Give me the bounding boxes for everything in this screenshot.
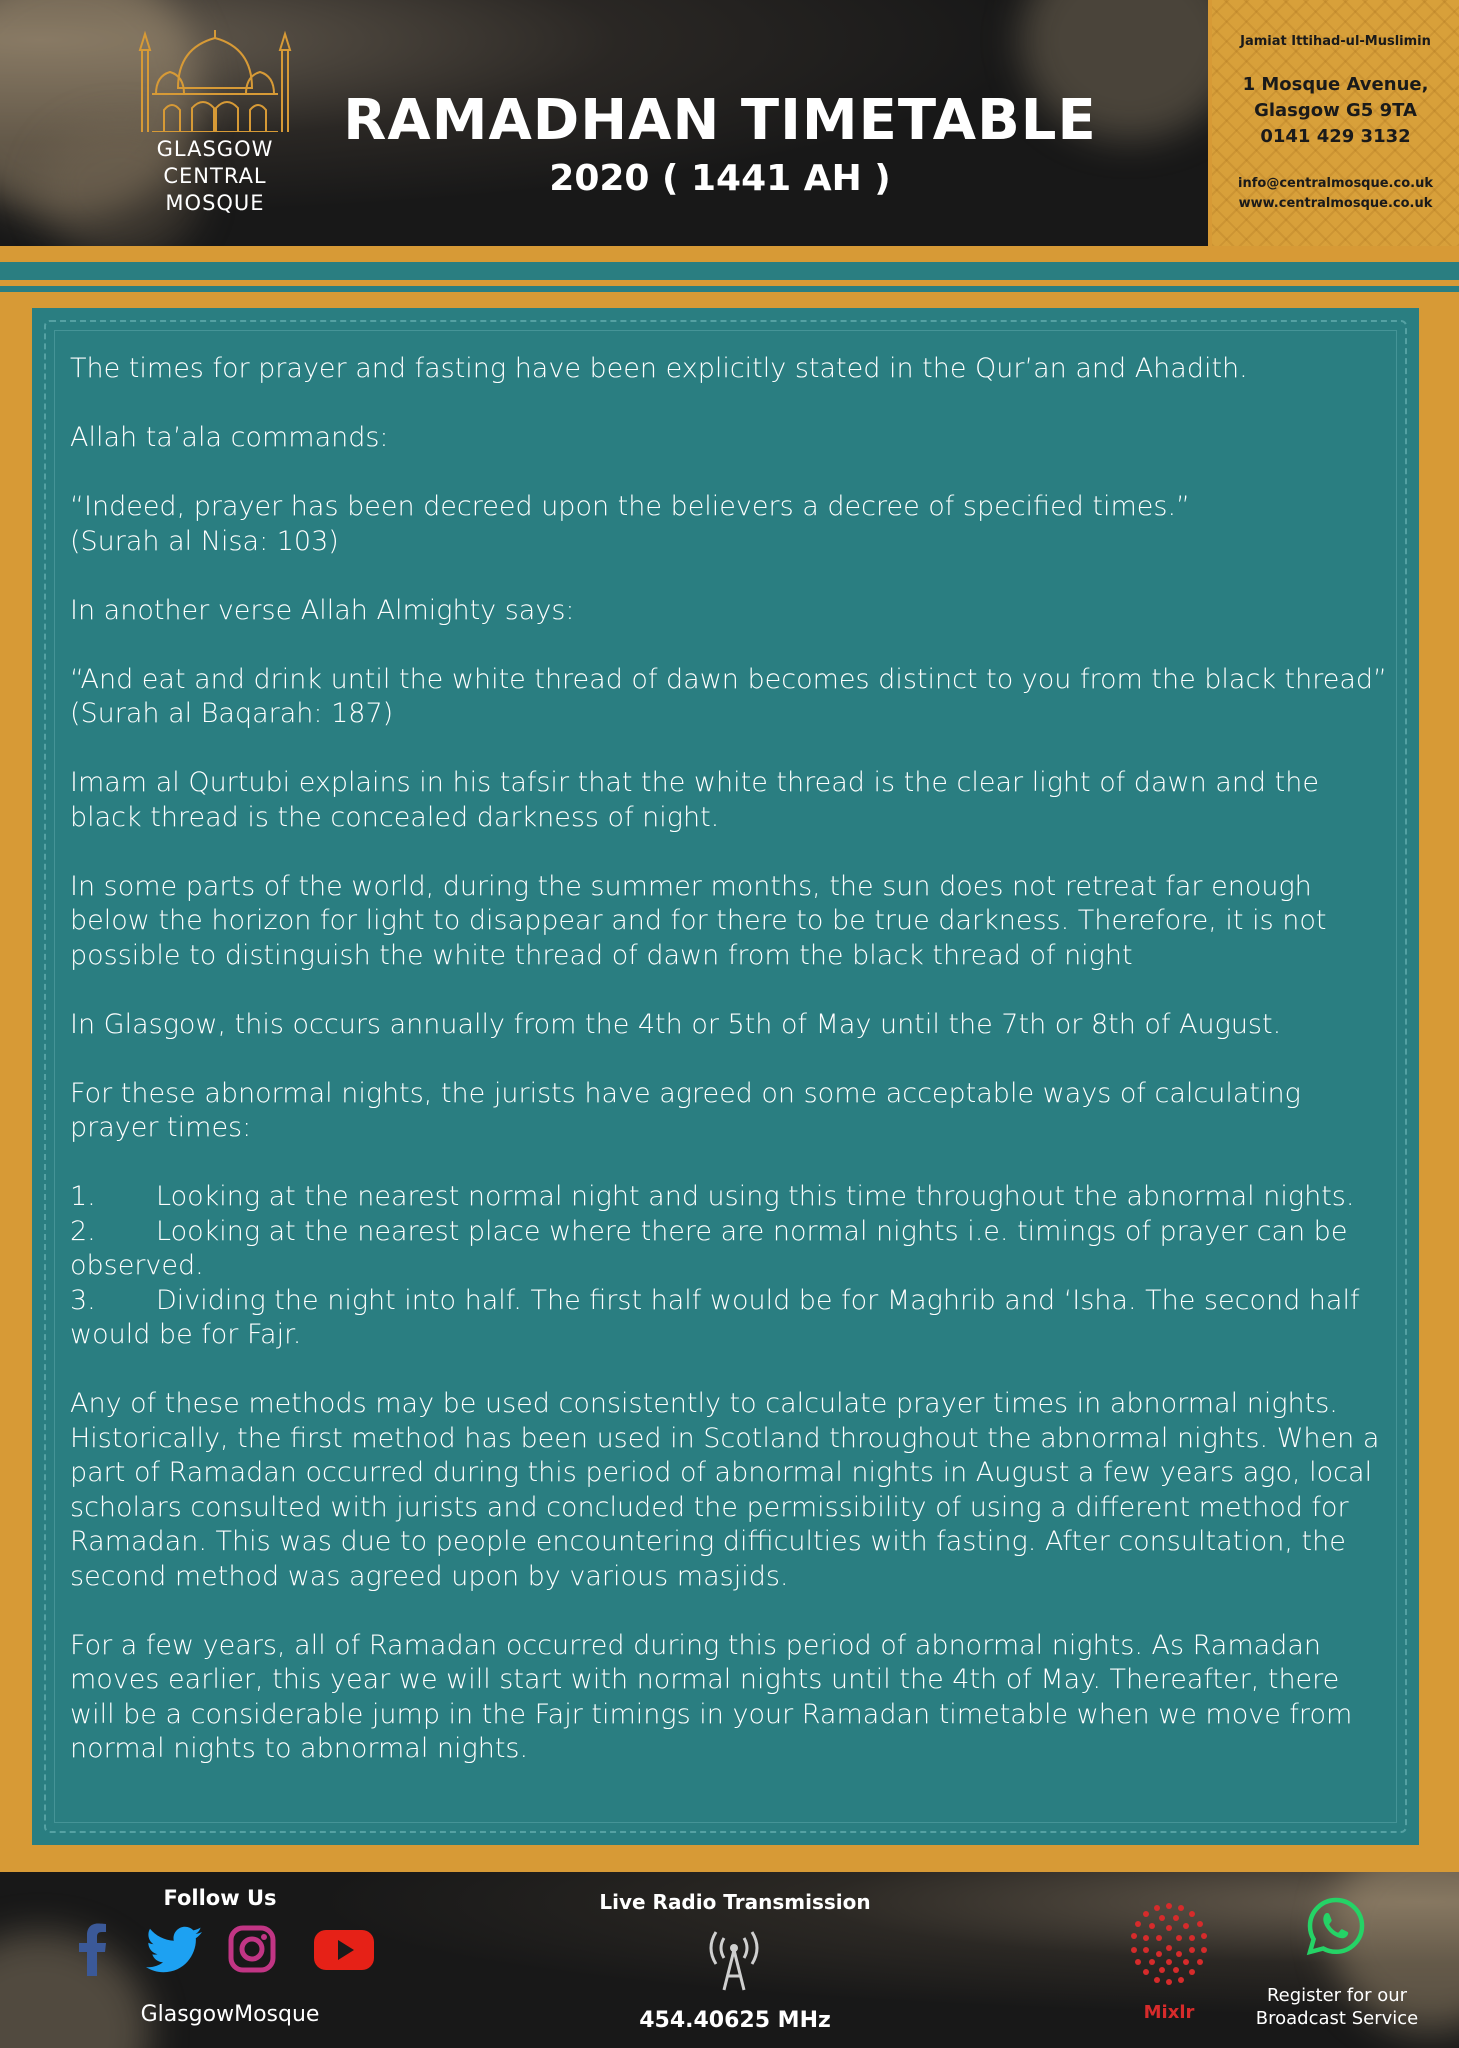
paragraph: Any of these methods may be used consistently to calculate prayer times in abnormal nights. Historically, the first method has been used in Scotland throughout the abnormal nights. When a part of Ramadan occurred during this period of abnormal nights in August a few years ago, local scholars consulted with jurists and concluded the permissibility of using a different method for Ramadan. This was due to people encountering difficulties with fasting. After consultation, the second method was agreed upon by various masjids. xyxy=(70,1388,1380,1592)
email-link[interactable]: info@centralmosque.co.uk xyxy=(1238,176,1433,191)
social-handle[interactable]: GlasgowMosque xyxy=(140,2002,320,2027)
methods-list xyxy=(70,1180,1390,1353)
website-link[interactable]: www.centralmosque.co.uk xyxy=(1238,196,1433,211)
mosque-logo xyxy=(120,28,310,218)
list-item xyxy=(70,1215,1390,1284)
paragraph: In some parts of the world, during the summer months, the sun does not retreat far enough below the horizon for light to disappear and for there to be true darkness. Therefore, it is not possible to distinguish the white thread of dawn from the black thread of night xyxy=(70,870,1327,971)
header xyxy=(0,0,1459,246)
instagram-icon[interactable] xyxy=(228,1922,276,1976)
paragraph: Imam al Qurtubi explains in his tafsir that the white thread is the clear light of dawn and the black thread is the concealed darkness of night. xyxy=(70,767,1319,833)
address-line: Glasgow G5 9TA xyxy=(1254,100,1417,121)
header-banner xyxy=(0,0,1208,246)
paragraph: In Glasgow, this occurs annually from the 4th or 5th of May until the 7th or 8th of August. xyxy=(70,1008,1282,1040)
list-number: 2. xyxy=(70,1215,96,1247)
twitter-icon[interactable] xyxy=(146,1922,204,1976)
page-subtitle: 2020 ( 1441 AH ) xyxy=(549,158,891,199)
divider-stripe xyxy=(0,246,1459,262)
list-item xyxy=(70,1284,1390,1353)
follow-us-label: Follow Us xyxy=(163,1886,277,1910)
content-panel xyxy=(32,308,1419,1845)
paragraph: The times for prayer and fasting have been explicitly stated in the Qur’an and Ahadith. xyxy=(70,353,1248,384)
paragraph: For a few years, all of Ramadan occurred during this period of abnormal nights. As Ramadan moves earlier, this year we will start with normal nights until the 4th of May. Thereafter, there will be a considerable jump in the Fajr timings in your Ramadan timetable when we move from normal nights to abnormal nights. xyxy=(70,1629,1353,1764)
mixlr-label[interactable]: Mixlr xyxy=(1143,2002,1195,2023)
youtube-icon[interactable] xyxy=(312,1922,376,1976)
address-line: 1 Mosque Avenue, xyxy=(1242,74,1429,95)
paragraph: For these abnormal nights, the jurists have agreed on some acceptable ways of calculating prayer times: xyxy=(70,1077,1301,1143)
contact-panel xyxy=(1212,0,1459,246)
quote-reference: (Surah al Baqarah: 187) xyxy=(70,698,394,729)
quote-reference: (Surah al Nisa: 103) xyxy=(70,525,339,557)
radio-frequency: 454.40625 MHz xyxy=(639,2008,831,2033)
quote: “And eat and drink until the white thread of dawn becomes distinct to you from the black thread” xyxy=(70,663,1388,695)
organisation-name: Jamiat Ittihad-ul-Muslimin xyxy=(1240,34,1431,49)
list-item xyxy=(70,1180,1390,1215)
whatsapp-register-label[interactable]: Register for our Broadcast Service xyxy=(1255,1985,1419,2029)
radio-label: Live Radio Transmission xyxy=(599,1890,871,1914)
whatsapp-icon[interactable] xyxy=(1306,1896,1366,1956)
facebook-icon[interactable] xyxy=(72,1922,112,1976)
web-block xyxy=(1212,174,1459,214)
divider-stripe xyxy=(0,262,1459,280)
mosque-outline-icon xyxy=(128,28,302,132)
list-text: Dividing the night into half. The first half would be for Maghrib and ‘Isha. The second half would be for Fajr. xyxy=(70,1284,1360,1350)
phone-number: 0141 429 3132 xyxy=(1260,126,1411,147)
paragraph: In another verse Allah Almighty says: xyxy=(70,594,575,626)
list-number: 3. xyxy=(70,1284,96,1316)
mixlr-icon[interactable] xyxy=(1124,1898,1214,1988)
article-body xyxy=(70,352,1390,1767)
page-title: RAMADHAN TIMETABLE xyxy=(343,88,1097,153)
logo-text: GLASGOW CENTRAL MOSQUE xyxy=(156,137,274,215)
divider-stripe xyxy=(0,286,1459,292)
radio-antenna-icon xyxy=(700,1926,768,1992)
address-block xyxy=(1212,72,1459,150)
list-number: 1. xyxy=(70,1181,96,1212)
quote: “Indeed, prayer has been decreed upon the believers a decree of specified times.” xyxy=(70,491,1191,522)
list-text: Looking at the nearest normal night and using this time throughout the abnormal nights. xyxy=(156,1181,1355,1212)
footer xyxy=(0,1872,1459,2048)
paragraph: Allah ta’ala commands: xyxy=(70,422,389,453)
list-text: Looking at the nearest place where there are normal nights i.e. timings of prayer can be observed. xyxy=(70,1215,1348,1281)
